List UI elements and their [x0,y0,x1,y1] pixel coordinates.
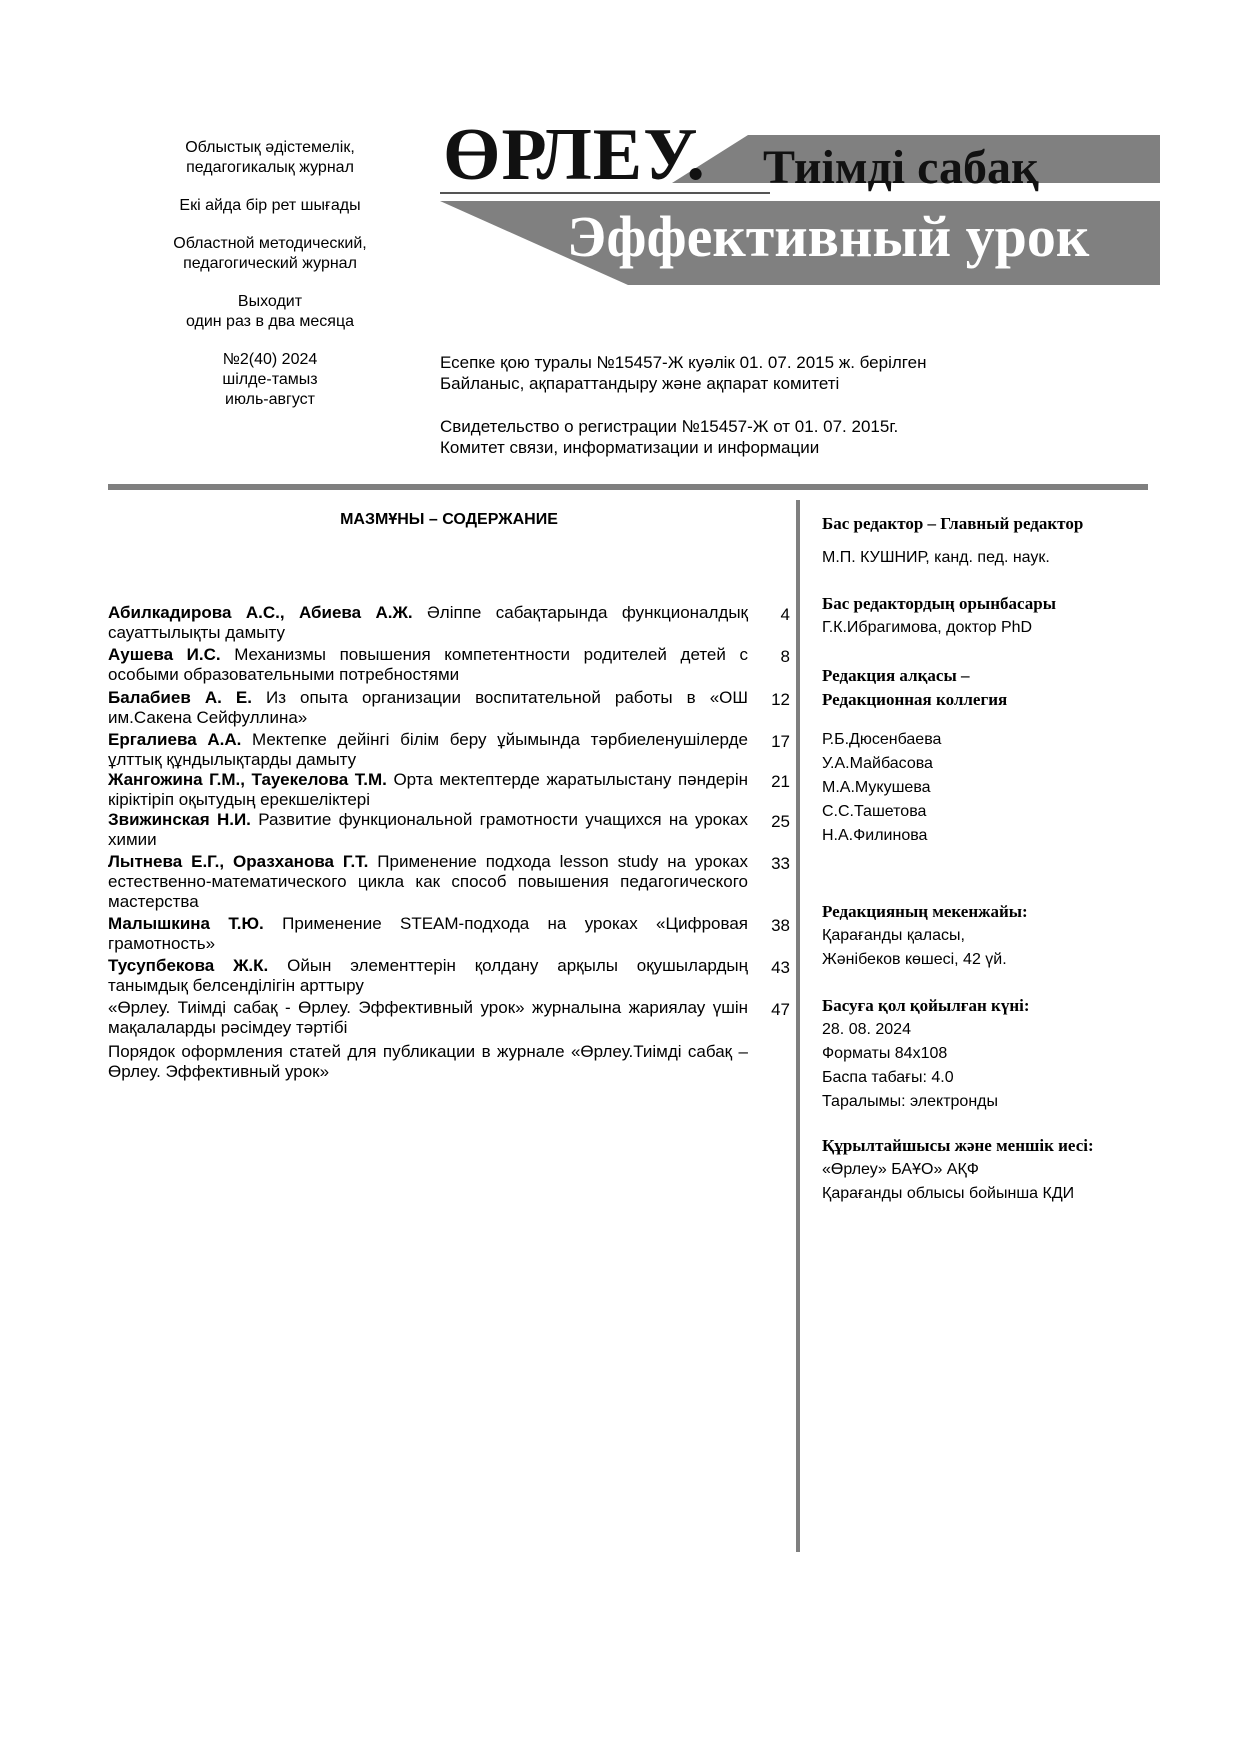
toc-item[interactable] [108,914,790,954]
editorial-board-block [822,664,1152,848]
toc-entry [108,770,748,810]
info-line: педагогический журнал [183,255,357,272]
toc-entry [108,688,748,728]
toc-page-number: 8 [780,647,790,666]
info-line: педагогикалық журнал [186,159,354,176]
toc-page-number [748,1042,790,1044]
editorial-board-heading-kz: Редакция алқасы – [822,666,970,685]
founder-block [822,1134,1152,1206]
print-info-heading: Басуға қол қойылған күні: [822,996,1030,1015]
registration-line: Свидетельство о регистрации №15457-Ж от 01. 07. 2015г. [440,417,899,436]
toc-authors: Жангожина Г.М., Тауекелова Т.М. [108,770,387,789]
toc-article-title: Ойын элементтерін қолдану арқылы оқушылардың танымдық белсенділігін арттыру [108,956,748,995]
issue-months-ru: июль-август [225,391,315,408]
toc-page-number: 17 [771,732,790,751]
info-group-kz [125,138,415,178]
registration-line: Комитет связи, информатизации и информации [440,438,820,457]
toc-article-title: Орта мектептерде жаратылыстану пәндерін кіріктіріп оқытудың ерекшеліктері [108,770,748,809]
toc-page-number: 47 [771,1000,790,1019]
table-of-contents [108,603,790,1082]
toc-article-title: Применение STEAM-подхода на уроках «Цифровая грамотность» [108,914,748,953]
horizontal-rule [108,484,1148,490]
logo-title: ӨРЛЕУ. [443,114,706,196]
toc-entry [108,998,748,1038]
registration-info [440,352,926,480]
toc-article-title: Развитие функциональной грамотности учащихся на уроках химии [108,810,749,849]
deputy-editor-name: Г.К.Ибрагимова, доктор PhD [822,619,1033,636]
toc-item[interactable] [108,956,790,996]
registration-line: Есепке қою туралы №15457-Ж куәлік 01. 07. 2015 ж. берілген [440,353,927,372]
toc-authors: Звижинская Н.И. [108,810,251,829]
logo-subtitle-kz: Тиімді сабақ [763,141,1039,194]
toc-authors: Ергалиева А.А. [108,730,242,749]
toc-page-number: 25 [771,812,790,831]
address-heading: Редакцияның мекенжайы: [822,902,1028,921]
print-format: Форматы 84х108 [822,1045,948,1062]
toc-entry [108,645,748,685]
board-member: Р.Б.Дюсенбаева [822,731,942,748]
registration-ru [440,416,926,458]
toc-item[interactable] [108,770,790,810]
toc-entry [108,730,748,770]
toc-item[interactable] [108,645,790,685]
chief-editor-heading: Бас редактор – Главный редактор [822,514,1084,533]
toc-entry [108,1042,748,1082]
toc-authors: Абилкадирова А.С., Абиева А.Ж. [108,603,413,622]
toc-article-title: «Өрлеу. Тиімді сабақ - Өрлеу. Эффективный урок» журналына жариялау үшін мақалаларды рәсімдеу тәртібі [108,998,748,1037]
print-info-block [822,994,1152,1114]
registration-kz [440,352,926,394]
toc-item[interactable] [108,852,790,912]
toc-item[interactable] [108,730,790,770]
vertical-rule [796,500,800,1552]
toc-item[interactable] [108,603,790,643]
toc-authors: Тусупбекова Ж.К. [108,956,269,975]
toc-page-number: 38 [771,916,790,935]
print-date: 28. 08. 2024 [822,1021,911,1038]
toc-article-title: Мектепке дейінгі білім беру ұйымында тәрбиеленушілерде ұлттық құндылықтарды дамыту [108,730,748,769]
info-group-frequency-kz [125,196,415,216]
issue-info [125,350,415,410]
chief-editor-name: М.П. КУШНИР, канд. пед. наук. [822,549,1050,566]
toc-item[interactable] [108,998,790,1038]
toc-entry [108,603,748,643]
toc-page-number: 43 [771,958,790,977]
chief-editor-block [822,512,1152,570]
board-member: Н.А.Филинова [822,827,928,844]
info-line: Екі айда бір рет шығады [179,197,361,214]
toc-page-number: 33 [771,854,790,873]
toc-authors: Малышкина Т.Ю. [108,914,264,933]
toc-entry [108,956,748,996]
founder-heading: Құрылтайшысы және меншік иесі: [822,1136,1094,1155]
toc-article-title: Из опыта организации воспитательной работы в «ОШ им.Сакена Сейфуллина» [108,688,748,727]
editorial-board-heading-ru: Редакционная коллегия [822,690,1008,709]
toc-article-title: Әліппе сабақтарында функционалдық сауаттылықты дамыту [108,603,748,642]
toc-authors: Лытнева Е.Г., Оразханова Г.Т. [108,852,369,871]
print-circulation: Таралымы: электронды [822,1093,998,1110]
toc-item[interactable] [108,1042,790,1082]
founder-line: «Өрлеу» БАҰО» АҚФ [822,1161,979,1178]
info-group-frequency-ru [125,292,415,332]
toc-authors: Балабиев А. Е. [108,688,252,707]
info-line: Областной методический, [173,235,367,252]
board-member: М.А.Мукушева [822,779,931,796]
toc-entry [108,852,748,912]
info-line: один раз в два месяца [185,313,355,330]
logo-subtitle-ru: Эффективный урок [567,204,1090,269]
info-line: Выходит [237,293,303,310]
toc-item[interactable] [108,810,790,850]
founder-line: Қарағанды облысы бойынша КДИ [822,1185,1075,1202]
board-member: У.А.Майбасова [822,755,933,772]
toc-page-number: 4 [780,605,790,624]
registration-line: Байланыс, ақпараттандыру және ақпарат комитеті [440,374,840,393]
toc-title: МАЗМҰНЫ – СОДЕРЖАНИЕ [340,511,558,528]
toc-page-number: 21 [771,772,790,791]
deputy-editor-block [822,592,1152,640]
toc-page-number: 12 [771,690,790,709]
deputy-editor-heading: Бас редактордың орынбасары [822,594,1056,613]
issue-months-kz: шілде-тамыз [222,371,318,388]
toc-article-title: Применение подхода lesson study на уроках естественно-математического цикла как способ повышения педагогического мастерства [108,852,748,911]
address-line: Қарағанды қаласы, [822,927,965,944]
print-sheets: Баспа табағы: 4.0 [822,1069,954,1086]
info-line: Облыстық әдістемелік, [185,139,355,156]
address-block [822,900,1152,972]
address-line: Жәнібеков көшесі, 42 үй. [822,951,1007,968]
toc-authors: Аушева И.С. [108,645,221,664]
toc-article-title: Механизмы повышения компетентности родителей детей с особыми образовательными потребностями [108,645,748,684]
board-member: С.С.Ташетова [822,803,927,820]
issue-number: №2(40) 2024 [222,351,318,368]
toc-item[interactable] [108,688,790,728]
toc-entry [108,914,748,954]
journal-info [125,138,415,428]
toc-entry [108,810,748,850]
toc-article-title: Порядок оформления статей для публикации в журнале «Өрлеу.Тиімді сабақ – Өрлеу. Эффективный урок» [108,1042,748,1081]
info-group-ru [125,234,415,274]
